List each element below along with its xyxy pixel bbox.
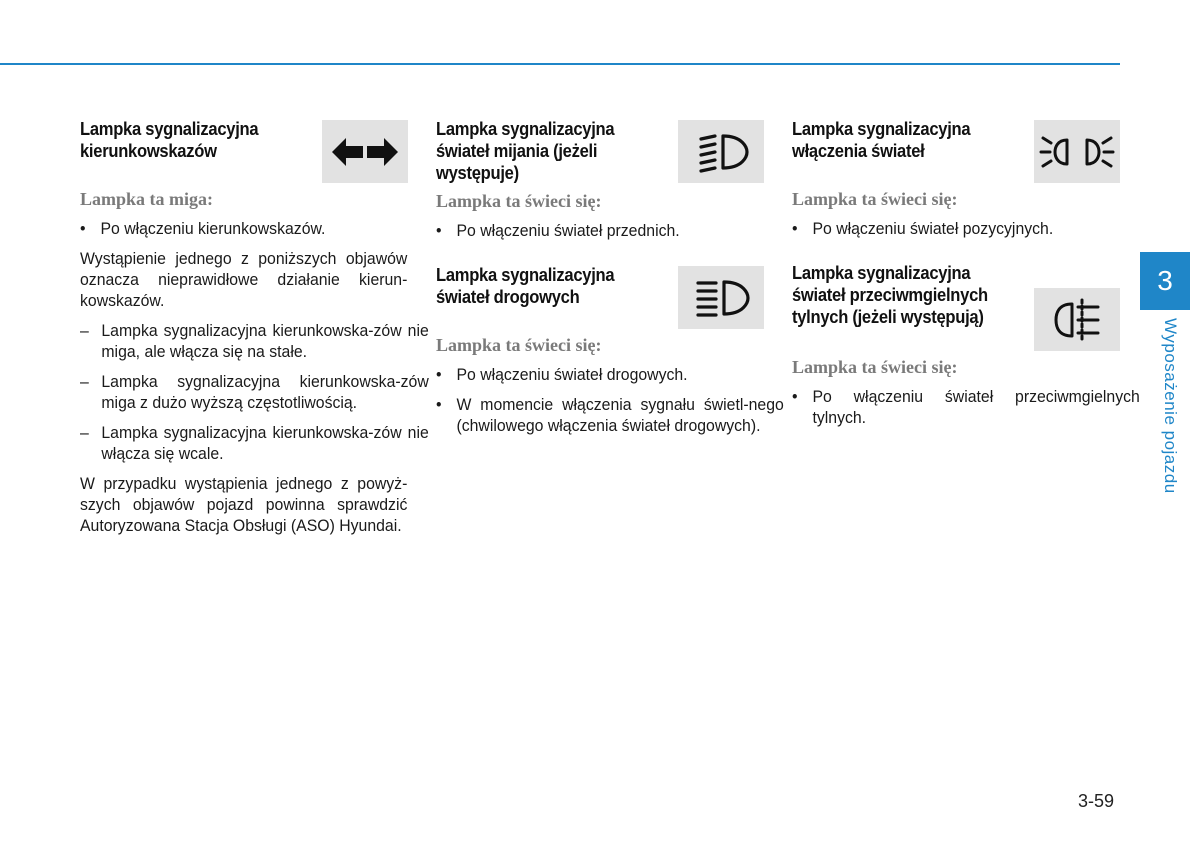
subheading-lit: Lampka ta świeci się:	[792, 357, 958, 377]
list-item	[792, 218, 1140, 239]
list-item-text: Po włączeniu świateł przednich.	[456, 221, 680, 240]
chapter-tab: 3	[1140, 252, 1190, 310]
subheading-lit: Lampka ta świeci się:	[436, 335, 602, 355]
list-item	[80, 320, 429, 362]
column-lights	[792, 118, 1140, 437]
list-item	[436, 364, 784, 385]
section-title-low-beam: Lampka sygnalizacyjna świateł mijania (jeżeli występuje)	[436, 119, 615, 183]
paragraph: W przypadku wystąpienia jednego z powyż-szych objawów pojazd powinna sprawdzić Autoryzowana Stacja Obsługi (ASO) Hyundai.	[80, 474, 408, 535]
list-item	[436, 220, 784, 241]
low-beam-icon	[678, 120, 764, 183]
list-item-text: Po włączeniu świateł drogowych.	[456, 365, 688, 384]
section-header-turn-signal	[80, 118, 408, 182]
high-beam-icon	[678, 266, 764, 329]
section-header-rear-fog	[792, 262, 1120, 350]
section-header-high-beam	[436, 264, 764, 328]
list-item-text: Lampka sygnalizacyjna kierunkowska-zów nie miga, ale włącza się na stałe.	[101, 321, 429, 361]
bullet-mark: •	[792, 387, 798, 406]
list-item-text: Lampka sygnalizacyjna kierunkowska-zów miga z dużo wyższą częstotliwością.	[101, 372, 429, 412]
column-beams	[436, 118, 784, 445]
section-title-position-light: Lampka sygnalizacyjna włączenia świateł	[792, 119, 971, 161]
bullet-mark: •	[80, 219, 86, 238]
list-item-text: W momencie włączenia sygnału świetl-nego (chwilowego włączenia świateł drogowych).	[456, 395, 784, 435]
turn-signal-arrows-icon	[322, 120, 408, 183]
position-light-icon	[1034, 120, 1120, 183]
subheading-lit: Lampka ta świeci się:	[436, 191, 602, 211]
column-turn-signal	[80, 118, 429, 545]
list-item	[80, 218, 428, 239]
chapter-title: Wyposażenie pojazdu	[1161, 318, 1180, 494]
list-item-text: Po włączeniu świateł pozycyjnych.	[812, 219, 1054, 238]
page-number: 3-59	[1078, 791, 1115, 811]
subheading-blinks: Lampka ta miga:	[80, 189, 214, 209]
bullet-mark: •	[436, 365, 442, 384]
dash-mark: –	[80, 321, 89, 340]
list-item	[436, 394, 784, 436]
list-item	[792, 386, 1140, 428]
list-item	[80, 371, 429, 413]
section-header-position-light	[792, 118, 1120, 182]
paragraph: Wystąpienie jednego z poniższych objawów oznacza nieprawidłowe działanie kierun-kowskazów.	[80, 249, 408, 310]
rear-fog-light-icon	[1034, 288, 1120, 351]
list-item-text: Lampka sygnalizacyjna kierunkowska-zów nie włącza się wcale.	[101, 423, 429, 463]
list-item	[80, 422, 429, 464]
bullet-mark: •	[792, 219, 798, 238]
dash-mark: –	[80, 372, 89, 391]
section-title-rear-fog: Lampka sygnalizacyjna świateł przeciwmgielnych tylnych (jeżeli występują)	[792, 263, 988, 327]
list-item-text: Po włączeniu kierunkowskazów.	[100, 219, 326, 238]
header-rule	[0, 63, 1120, 65]
bullet-mark: •	[436, 221, 442, 240]
subheading-lit: Lampka ta świeci się:	[792, 189, 958, 209]
section-title-turn-signal: Lampka sygnalizacyjna kierunkowskazów	[80, 119, 259, 161]
dash-mark: –	[80, 423, 89, 442]
section-title-high-beam: Lampka sygnalizacyjna świateł drogowych	[436, 265, 615, 307]
list-item-text: Po włączeniu świateł przeciwmgielnych tylnych.	[812, 387, 1140, 427]
bullet-mark: •	[436, 395, 442, 414]
section-header-low-beam	[436, 118, 764, 184]
